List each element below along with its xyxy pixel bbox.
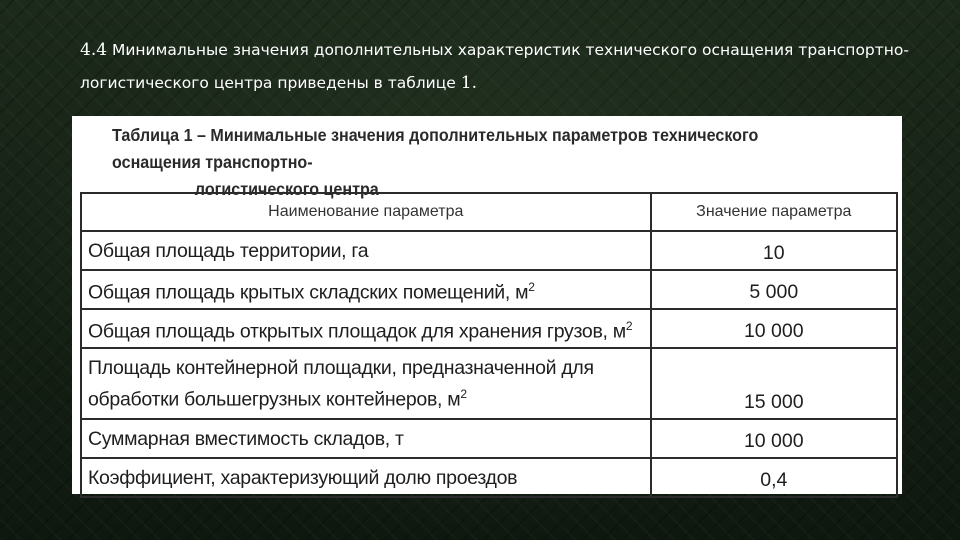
row-value: 0,4 xyxy=(651,458,897,497)
parameters-table xyxy=(80,192,898,498)
table-row xyxy=(81,458,897,497)
slide-paragraph xyxy=(80,34,910,100)
row-name-text: Площадь контейнерной площадки, предназначенной для обработки большегрузных контейнеров, м xyxy=(88,356,594,411)
row-name xyxy=(81,458,651,497)
row-name xyxy=(81,231,651,270)
header-parameter-name: Наименование параметра xyxy=(81,193,651,231)
row-value: 10 000 xyxy=(651,309,897,348)
heading-text-line2: логистического центра приведены в таблице xyxy=(80,74,461,92)
table-header-row xyxy=(81,193,897,231)
heading-number: 4.4 xyxy=(80,40,108,60)
row-name xyxy=(81,309,651,348)
row-unit-exponent: 2 xyxy=(528,279,535,294)
row-unit-exponent: 2 xyxy=(460,386,467,401)
table-row xyxy=(81,231,897,270)
row-value: 10 000 xyxy=(651,419,897,458)
header-parameter-value: Значение параметра xyxy=(651,193,897,231)
row-name-text: Общая площадь открытых площадок для хранения грузов, м xyxy=(88,320,626,343)
table-row xyxy=(81,419,897,458)
heading-table-ref: 1. xyxy=(460,73,478,93)
caption-line1: Таблица 1 – Минимальные значения дополнительных параметров технического оснащения транспортно- xyxy=(112,125,759,172)
row-name xyxy=(81,348,651,419)
row-name-text: Общая площадь территории, га xyxy=(88,239,369,262)
row-value: 15 000 xyxy=(651,348,897,419)
caption-line2: логистического центра xyxy=(194,179,379,199)
table-caption xyxy=(112,122,839,203)
row-name xyxy=(81,419,651,458)
row-name-text: Общая площадь крытых складских помещений, м xyxy=(88,281,529,304)
table-row xyxy=(81,270,897,309)
table-image xyxy=(72,116,902,494)
row-name-text: Коэффициент, характеризующий долю проездов xyxy=(88,466,518,489)
heading-text-line1: Минимальные значения дополнительных характеристик технического оснащения транспортно- xyxy=(107,41,910,59)
table-row xyxy=(81,309,897,348)
row-unit-exponent: 2 xyxy=(625,318,633,333)
row-value: 10 xyxy=(651,231,897,270)
row-name-text: Суммарная вместимость складов, т xyxy=(88,427,404,450)
row-name xyxy=(81,270,651,309)
table-row xyxy=(81,348,897,419)
row-value: 5 000 xyxy=(651,270,897,309)
